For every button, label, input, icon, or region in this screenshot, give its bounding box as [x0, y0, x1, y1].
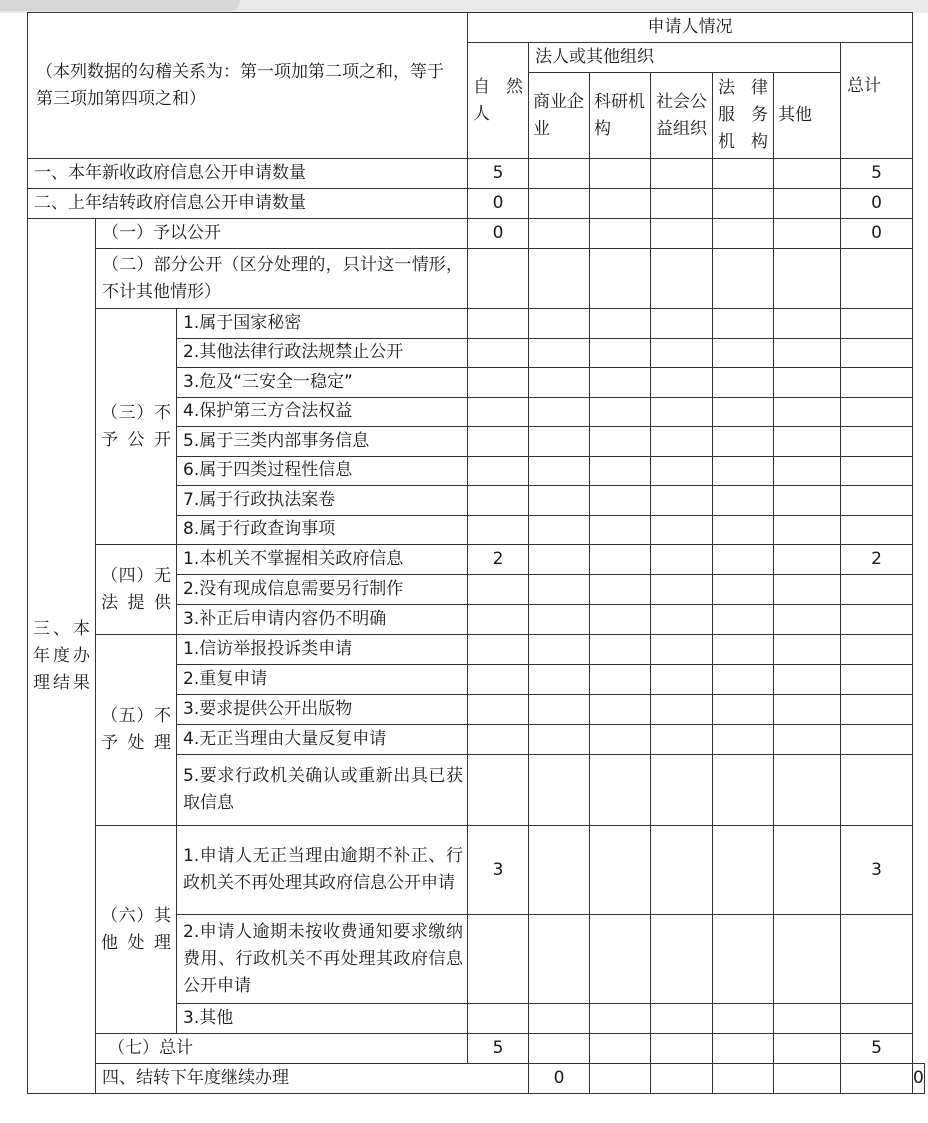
cell-empty: [590, 219, 651, 249]
header-natural-person: 自然人: [468, 43, 529, 159]
group-label-g5: （五）不予处理: [96, 635, 177, 826]
cell-empty: [529, 755, 590, 826]
cell-empty: [590, 189, 651, 219]
cell-empty: [774, 1034, 841, 1064]
cell-empty: [468, 755, 529, 826]
cell-empty: [841, 755, 913, 826]
cell-empty: [651, 545, 713, 575]
cell-natural: 5: [468, 159, 529, 189]
cell-empty: [774, 635, 841, 665]
cell-empty: [651, 1064, 713, 1094]
cell-empty: [651, 755, 713, 826]
cell-empty: [529, 826, 590, 915]
group-label-g4: （四）无法提供: [96, 545, 177, 635]
cell-empty: [468, 575, 529, 605]
cell-empty: [841, 635, 913, 665]
header-other: 其他: [774, 73, 841, 159]
cell-empty: [529, 725, 590, 755]
cell-empty: [713, 486, 774, 516]
cell-total: 5: [841, 159, 913, 189]
cell-empty: [651, 368, 713, 398]
cell-empty: [651, 915, 713, 1004]
browser-tab: [0, 0, 240, 11]
cell-empty: [468, 309, 529, 339]
cell-empty: [651, 635, 713, 665]
cell-total: 0: [841, 189, 913, 219]
header-public-welfare: 社会公益组织: [651, 73, 713, 159]
cell-empty: [529, 915, 590, 1004]
cell-empty: [713, 755, 774, 826]
cell-empty: [468, 456, 529, 486]
cell-empty: [590, 755, 651, 826]
cell-empty: [468, 725, 529, 755]
cell-empty: [529, 545, 590, 575]
cell-empty: [841, 725, 913, 755]
cell-empty: [651, 219, 713, 249]
cell-empty: [468, 635, 529, 665]
cell-empty: [468, 695, 529, 725]
row-label: 5.要求行政机关确认或重新出具已获取信息: [177, 755, 468, 826]
cell-empty: [651, 189, 713, 219]
cell-empty: [841, 249, 913, 309]
cell-empty: [529, 635, 590, 665]
cell-empty: [774, 1064, 841, 1094]
row-label: 3.补正后申请内容仍不明确: [177, 605, 468, 635]
cell-empty: [841, 915, 913, 1004]
cell-empty: [529, 338, 590, 368]
cell-empty: [841, 515, 913, 545]
cell-total: 5: [841, 1034, 913, 1064]
cell-empty: [529, 219, 590, 249]
row-label: 1.信访举报投诉类申请: [177, 635, 468, 665]
cell-empty: [468, 368, 529, 398]
row-label: 一、本年新收政府信息公开申请数量: [28, 159, 468, 189]
cell-empty: [529, 605, 590, 635]
cell-natural: 0: [468, 189, 529, 219]
cell-empty: [713, 515, 774, 545]
cell-empty: [468, 915, 529, 1004]
cell-empty: [651, 456, 713, 486]
cell-empty: [774, 695, 841, 725]
cell-empty: [841, 309, 913, 339]
row-label: 2.其他法律行政法规禁止公开: [177, 338, 468, 368]
cell-empty: [529, 515, 590, 545]
cell-total: 3: [841, 826, 913, 915]
cell-empty: [651, 338, 713, 368]
cell-empty: [713, 915, 774, 1004]
cell-empty: [651, 1034, 713, 1064]
cell-empty: [774, 368, 841, 398]
cell-empty: [651, 1004, 713, 1034]
cell-empty: [841, 368, 913, 398]
row-label: 7.属于行政执法案卷: [177, 486, 468, 516]
cell-empty: [529, 159, 590, 189]
disclosure-table: [27, 12, 925, 1094]
row-label: 二、上年结转政府信息公开申请数量: [28, 189, 468, 219]
cell-empty: [774, 309, 841, 339]
cell-empty: [713, 725, 774, 755]
cell-empty: [590, 309, 651, 339]
cell-empty: [841, 665, 913, 695]
cell-empty: [774, 605, 841, 635]
cell-empty: [651, 695, 713, 725]
row-label: 2.重复申请: [177, 665, 468, 695]
cell-empty: [841, 486, 913, 516]
cell-empty: [651, 159, 713, 189]
cell-empty: [651, 249, 713, 309]
cell-empty: [774, 397, 841, 427]
cell-empty: [651, 397, 713, 427]
cell-empty: [774, 486, 841, 516]
cell-empty: [774, 338, 841, 368]
cell-empty: [841, 338, 913, 368]
cell-empty: [713, 635, 774, 665]
cell-empty: [774, 725, 841, 755]
cell-empty: [529, 249, 590, 309]
cell-empty: [713, 605, 774, 635]
cell-empty: [651, 605, 713, 635]
cell-empty: [841, 397, 913, 427]
cell-empty: [841, 427, 913, 457]
cell-empty: [590, 605, 651, 635]
cell-empty: [468, 605, 529, 635]
cell-empty: [529, 1004, 590, 1034]
cell-empty: [713, 575, 774, 605]
cell-empty: [529, 456, 590, 486]
cell-empty: [529, 189, 590, 219]
cell-empty: [590, 575, 651, 605]
cell-empty: [590, 1034, 651, 1064]
cell-empty: [590, 456, 651, 486]
cell-empty: [713, 249, 774, 309]
cell-empty: [468, 515, 529, 545]
cell-empty: [774, 249, 841, 309]
row-label: 8.属于行政查询事项: [177, 515, 468, 545]
cell-empty: [713, 309, 774, 339]
cell-empty: [468, 338, 529, 368]
row-label: 1.申请人无正当理由逾期不补正、行政机关不再处理其政府信息公开申请: [177, 826, 468, 915]
cell-empty: [841, 575, 913, 605]
header-legal-group: 法人或其他组织: [529, 43, 841, 73]
row-label: 四、结转下年度继续办理: [96, 1064, 529, 1094]
row-label: （一）予以公开: [96, 219, 468, 249]
cell-empty: [841, 695, 913, 725]
cell-empty: [774, 1004, 841, 1034]
cell-empty: [713, 1004, 774, 1034]
header-business: 商业企业: [529, 73, 590, 159]
cell-empty: [841, 1064, 913, 1094]
section3-label: 三、本年度办理结果: [28, 219, 96, 1094]
cell-empty: [651, 515, 713, 545]
cell-empty: [713, 665, 774, 695]
cell-empty: [590, 159, 651, 189]
cell-empty: [529, 427, 590, 457]
cell-empty: [590, 249, 651, 309]
cell-empty: [713, 695, 774, 725]
cell-empty: [841, 456, 913, 486]
cell-empty: [774, 219, 841, 249]
cell-empty: [651, 665, 713, 695]
cell-empty: [841, 1004, 913, 1034]
header-note: （本列数据的勾稽关系为：第一项加第二项之和，等于第三项加第四项之和）: [28, 13, 468, 159]
cell-empty: [713, 338, 774, 368]
cell-empty: [713, 189, 774, 219]
cell-empty: [590, 1064, 651, 1094]
row-label: 4.无正当理由大量反复申请: [177, 725, 468, 755]
cell-empty: [529, 397, 590, 427]
row-label: 2.没有现成信息需要另行制作: [177, 575, 468, 605]
group-label-g3: （三）不予公开: [96, 309, 177, 545]
cell-empty: [590, 915, 651, 1004]
cell-empty: [651, 575, 713, 605]
cell-empty: [468, 427, 529, 457]
cell-empty: [468, 249, 529, 309]
cell-empty: [774, 575, 841, 605]
row-label: 3.其他: [177, 1004, 468, 1034]
cell-empty: [590, 397, 651, 427]
cell-total: 0: [913, 1064, 925, 1094]
cell-empty: [713, 368, 774, 398]
header-applicant-group: 申请人情况: [468, 13, 913, 43]
cell-total: 2: [841, 545, 913, 575]
cell-empty: [590, 665, 651, 695]
cell-empty: [713, 397, 774, 427]
cell-empty: [713, 219, 774, 249]
cell-natural: 2: [468, 545, 529, 575]
cell-empty: [713, 159, 774, 189]
cell-empty: [713, 1034, 774, 1064]
cell-empty: [468, 665, 529, 695]
row-label: （七）总计: [96, 1034, 468, 1064]
cell-empty: [529, 575, 590, 605]
header-research: 科研机构: [590, 73, 651, 159]
cell-empty: [774, 826, 841, 915]
cell-empty: [651, 826, 713, 915]
row-label: 3.危及“三安全一稳定”: [177, 368, 468, 398]
cell-empty: [713, 1064, 774, 1094]
cell-empty: [651, 309, 713, 339]
cell-empty: [713, 826, 774, 915]
header-legal-service: 法律服务机构: [713, 73, 774, 159]
cell-empty: [841, 605, 913, 635]
cell-empty: [774, 545, 841, 575]
row-label: 1.属于国家秘密: [177, 309, 468, 339]
cell-total: 0: [841, 219, 913, 249]
cell-empty: [590, 725, 651, 755]
cell-natural: 0: [529, 1064, 590, 1094]
cell-empty: [590, 635, 651, 665]
cell-empty: [590, 695, 651, 725]
cell-empty: [774, 515, 841, 545]
row-label: 3.要求提供公开出版物: [177, 695, 468, 725]
row-label: 1.本机关不掌握相关政府信息: [177, 545, 468, 575]
row-label: （二）部分公开（区分处理的，只计这一情形，不计其他情形）: [96, 249, 468, 309]
cell-empty: [774, 159, 841, 189]
cell-empty: [774, 915, 841, 1004]
cell-empty: [774, 427, 841, 457]
row-label: 4.保护第三方合法权益: [177, 397, 468, 427]
cell-empty: [774, 189, 841, 219]
cell-empty: [774, 665, 841, 695]
header-total: 总计: [841, 43, 913, 159]
cell-empty: [529, 665, 590, 695]
row-label: 5.属于三类内部事务信息: [177, 427, 468, 457]
cell-natural: 3: [468, 826, 529, 915]
cell-empty: [590, 486, 651, 516]
cell-empty: [590, 545, 651, 575]
cell-empty: [590, 1004, 651, 1034]
cell-empty: [590, 338, 651, 368]
cell-empty: [590, 368, 651, 398]
cell-empty: [651, 427, 713, 457]
cell-empty: [590, 826, 651, 915]
cell-empty: [651, 486, 713, 516]
cell-empty: [529, 695, 590, 725]
cell-empty: [590, 515, 651, 545]
cell-empty: [774, 456, 841, 486]
cell-empty: [529, 368, 590, 398]
cell-empty: [590, 427, 651, 457]
row-label: 2.申请人逾期未按收费通知要求缴纳费用、行政机关不再处理其政府信息公开申请: [177, 915, 468, 1004]
cell-empty: [774, 755, 841, 826]
row-label: 6.属于四类过程性信息: [177, 456, 468, 486]
cell-natural: 5: [468, 1034, 529, 1064]
cell-natural: 0: [468, 219, 529, 249]
cell-empty: [713, 456, 774, 486]
cell-empty: [468, 486, 529, 516]
cell-empty: [651, 725, 713, 755]
cell-empty: [468, 1004, 529, 1034]
group-label-g6: （六）其他处理: [96, 826, 177, 1034]
cell-empty: [529, 486, 590, 516]
cell-empty: [529, 309, 590, 339]
cell-empty: [713, 427, 774, 457]
cell-empty: [468, 397, 529, 427]
cell-empty: [529, 1034, 590, 1064]
cell-empty: [713, 545, 774, 575]
